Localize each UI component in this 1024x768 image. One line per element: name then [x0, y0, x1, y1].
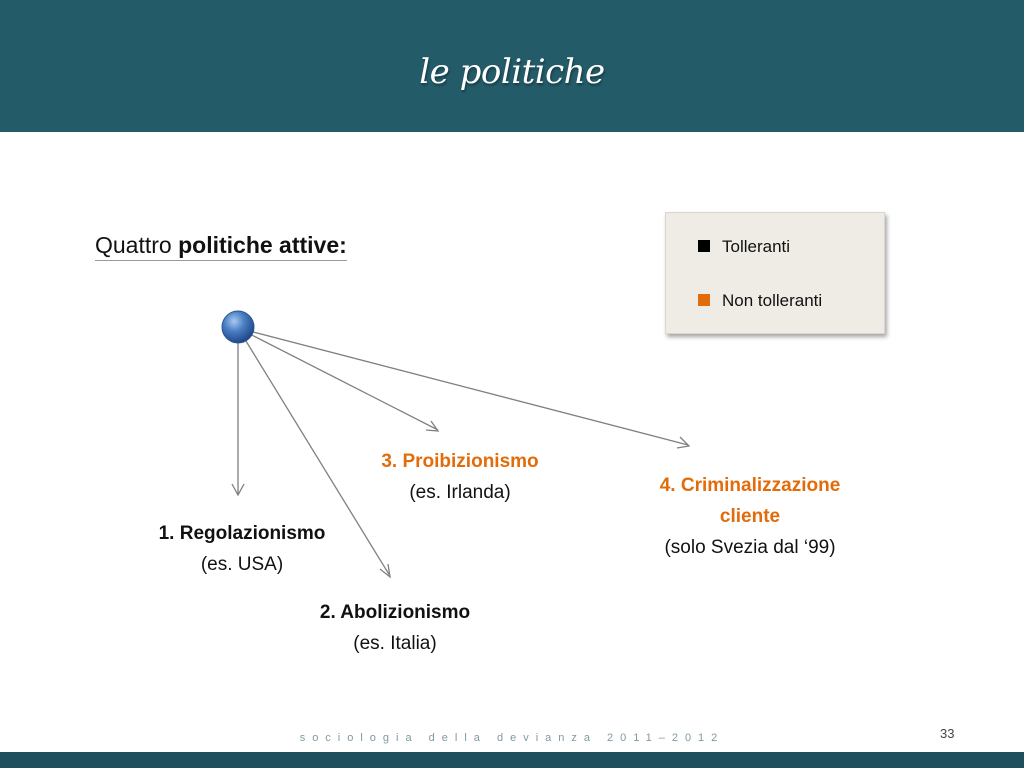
node-name-line2: cliente	[719, 506, 781, 527]
page-number: 33	[940, 726, 955, 741]
node-example: (es. Italia)	[353, 633, 437, 654]
node-example: (es. Irlanda)	[409, 482, 511, 503]
node-criminalizzazione	[630, 470, 870, 563]
node-name: 1. Regolazionismo	[158, 523, 326, 544]
arrow-to-criminalizzazione	[238, 328, 688, 445]
footer-text: sociologia della devianza 2011–2012	[299, 732, 725, 744]
node-name-line1: 4. Criminalizzazione	[659, 475, 841, 496]
node-proibizionismo	[350, 446, 570, 508]
arrow-to-proibizionismo	[238, 328, 438, 430]
intro-bold: politiche attive:	[178, 232, 347, 258]
legend-label: Tolleranti	[722, 237, 791, 256]
node-example: (solo Svezia dal ‘99)	[664, 537, 836, 558]
slide-title: le politiche	[419, 52, 605, 92]
legend-label: Non tolleranti	[722, 291, 823, 310]
arrowhead-proibizionismo	[426, 421, 438, 431]
intro-prefix: Quattro	[95, 232, 172, 258]
footer-bar	[0, 752, 1024, 768]
node-regolazionismo	[142, 518, 342, 580]
arrowhead-abolizionismo	[380, 564, 390, 577]
root-node-circle	[222, 311, 254, 343]
node-name: 2. Abolizionismo	[319, 602, 471, 623]
node-name: 3. Proibizionismo	[381, 451, 539, 472]
node-abolizionismo	[295, 597, 495, 659]
node-example: (es. USA)	[200, 554, 284, 575]
